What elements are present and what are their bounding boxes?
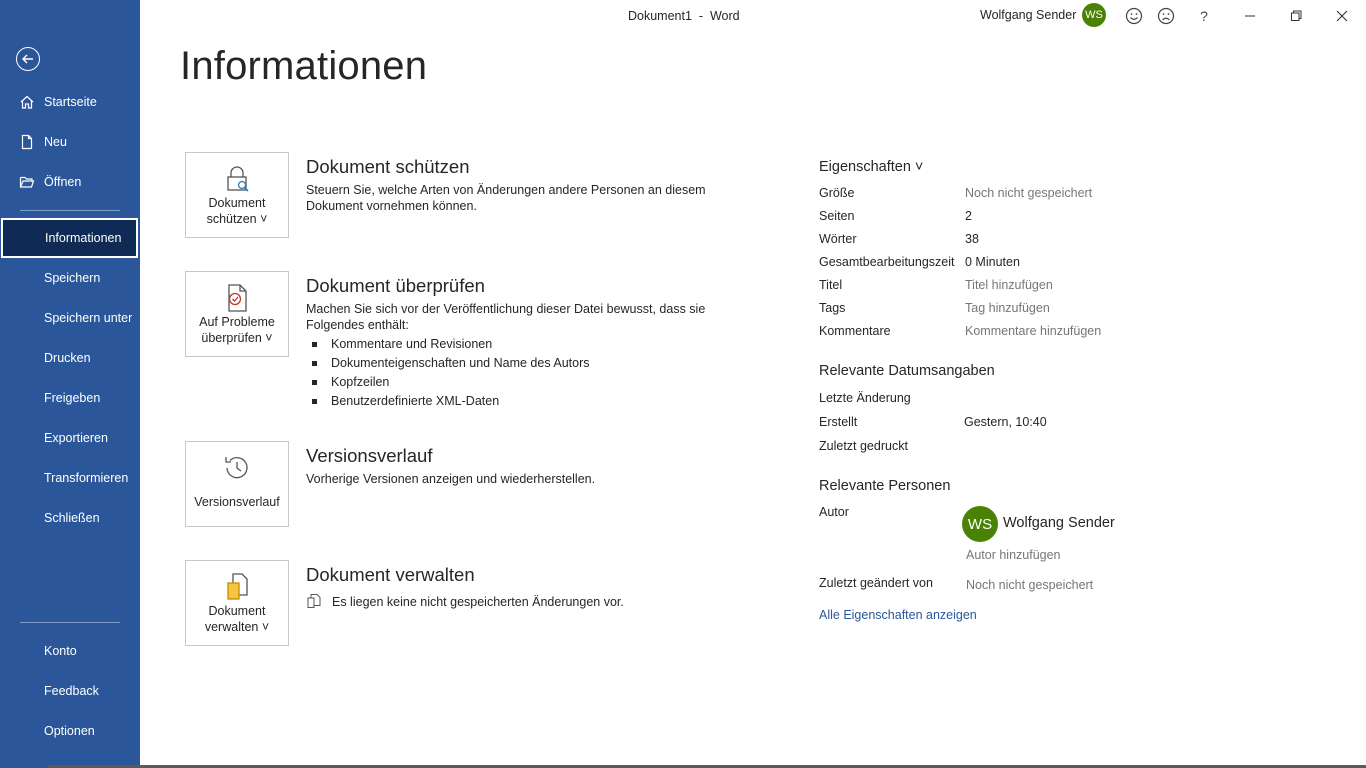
sidebar-item-label: Öffnen (44, 175, 82, 189)
sidebar-item-label: Freigeben (44, 391, 101, 405)
section-title: Dokument verwalten (306, 564, 475, 585)
frown-icon[interactable] (1154, 4, 1178, 28)
sidebar-item-label: Konto (44, 644, 77, 658)
author-avatar[interactable]: WS (962, 506, 998, 542)
window-title: Dokument1 - Word (628, 9, 740, 23)
prop-value-words: 38 (965, 232, 979, 246)
section-description: Vorherige Versionen anzeigen und wiederherstellen. (306, 472, 596, 486)
sidebar-item-konto[interactable] (0, 631, 140, 671)
version-history-button[interactable] (185, 441, 289, 527)
sidebar-item-feedback[interactable] (0, 671, 140, 711)
comments-field[interactable]: Kommentare hinzufügen (965, 324, 1102, 338)
sidebar-item-label: Transformieren (44, 471, 129, 485)
sidebar-item-startseite[interactable] (0, 82, 140, 122)
history-icon (221, 452, 253, 484)
home-icon (19, 94, 35, 110)
title-bar (140, 0, 1366, 32)
prop-label-last-modified: Letzte Änderung (819, 391, 911, 405)
document-versions-icon (306, 593, 322, 609)
people-heading: Relevante Personen (819, 478, 951, 494)
sidebar-item-label: Exportieren (44, 431, 108, 445)
show-all-properties-link[interactable]: Alle Eigenschaften anzeigen (819, 608, 977, 622)
prop-value-created: Gestern, 10:40 (964, 415, 1047, 429)
prop-label-last-modified-by: Zuletzt geändert von (819, 576, 933, 590)
sidebar-divider (20, 622, 120, 623)
smiley-icon[interactable] (1122, 4, 1146, 28)
prop-label-comments: Kommentare (819, 324, 891, 338)
inspect-document-icon (221, 282, 253, 314)
prop-value-pages: 2 (965, 209, 972, 223)
protect-document-button[interactable] (185, 152, 289, 238)
sidebar-item-drucken[interactable] (0, 338, 140, 378)
sidebar-item-schliessen[interactable] (0, 498, 140, 538)
sidebar-item-label: Informationen (45, 231, 122, 245)
arrow-left-icon (21, 52, 35, 66)
user-avatar[interactable]: WS (1082, 3, 1106, 27)
sidebar-divider (20, 210, 120, 211)
lock-icon (221, 163, 253, 195)
list-item: Benutzerdefinierte XML-Daten (312, 394, 590, 413)
sidebar-item-label: Speichern unter (44, 311, 133, 325)
back-button[interactable] (16, 47, 40, 71)
list-item: Dokumenteigenschaften und Name des Autors (312, 356, 590, 375)
manage-document-button[interactable] (185, 560, 289, 646)
sidebar-item-oeffnen[interactable] (0, 162, 140, 202)
prop-label-editing-time: Gesamtbearbeitungszeit (819, 255, 955, 269)
prop-label-created: Erstellt (819, 415, 858, 429)
sidebar-item-label: Drucken (44, 351, 91, 365)
prop-value-last-modified-by: Noch nicht gespeichert (966, 578, 1094, 592)
prop-label-words: Wörter (819, 232, 857, 246)
sidebar-item-exportieren[interactable] (0, 418, 140, 458)
help-icon[interactable]: ? (1200, 8, 1208, 24)
list-item: Kommentare und Revisionen (312, 337, 590, 356)
info-pane (140, 32, 1366, 768)
section-description: Machen Sie sich vor der Veröffentlichung dieser Datei bewusst, dass sie Folgendes enthält: (306, 302, 706, 332)
folder-open-icon (19, 174, 35, 190)
section-title: Versionsverlauf (306, 445, 433, 466)
list-item: Kopfzeilen (312, 375, 590, 394)
properties-dropdown[interactable]: Eigenschaften ˅ (819, 159, 924, 175)
tags-field[interactable]: Tag hinzufügen (965, 301, 1050, 315)
prop-value-editing-time: 0 Minuten (965, 255, 1020, 269)
new-document-icon (19, 134, 35, 150)
sidebar-item-label: Feedback (44, 684, 99, 698)
sidebar-item-label: Neu (44, 135, 67, 149)
author-name[interactable]: Wolfgang Sender (1003, 515, 1115, 531)
sidebar-item-label: Schließen (44, 511, 100, 525)
sidebar-item-neu[interactable] (0, 122, 140, 162)
sidebar-item-speichern[interactable] (0, 258, 140, 298)
sidebar-item-label: Optionen (44, 724, 95, 738)
minimize-icon[interactable] (1238, 4, 1262, 28)
sidebar-item-transformieren[interactable] (0, 458, 140, 498)
section-description: Es liegen keine nicht gespeicherten Änderungen vor. (332, 595, 624, 609)
prop-label-pages: Seiten (819, 209, 855, 223)
prop-label-title: Titel (819, 278, 843, 292)
card-label: Auf Probleme überprüfen ˅ (199, 315, 275, 345)
page-title: Informationen (180, 44, 428, 88)
sidebar-item-optionen[interactable] (0, 711, 140, 751)
dates-heading: Relevante Datumsangaben (819, 363, 995, 379)
sidebar-item-freigeben[interactable] (0, 378, 140, 418)
card-label: Dokument schützen ˅ (206, 196, 268, 226)
add-author-field[interactable]: Autor hinzufügen (966, 548, 1061, 562)
sidebar-item-speichern-unter[interactable] (0, 298, 140, 338)
inspect-items-list (312, 337, 590, 413)
close-icon[interactable] (1330, 4, 1354, 28)
prop-label-author: Autor (819, 505, 849, 519)
section-title: Dokument schützen (306, 156, 470, 177)
inspect-document-button[interactable] (185, 271, 289, 357)
prop-label-last-printed: Zuletzt gedruckt (819, 439, 908, 453)
card-label: Dokument verwalten ˅ (204, 604, 270, 634)
restore-icon[interactable] (1284, 4, 1308, 28)
prop-value-size: Noch nicht gespeichert (965, 186, 1093, 200)
sidebar-item-label: Speichern (44, 271, 101, 285)
prop-label-tags: Tags (819, 301, 846, 315)
section-title: Dokument überprüfen (306, 275, 485, 296)
sidebar-item-informationen[interactable] (1, 218, 138, 258)
section-description: Steuern Sie, welche Arten von Änderungen andere Personen an diesem Dokument vornehmen können. (306, 183, 706, 213)
manage-document-icon (221, 571, 253, 603)
card-label: Versionsverlauf (194, 495, 280, 509)
backstage-sidebar (0, 0, 140, 768)
sidebar-item-label: Startseite (44, 95, 97, 109)
title-field[interactable]: Titel hinzufügen (965, 278, 1053, 292)
user-name[interactable]: Wolfgang Sender (980, 8, 1077, 22)
prop-label-size: Größe (819, 186, 855, 200)
